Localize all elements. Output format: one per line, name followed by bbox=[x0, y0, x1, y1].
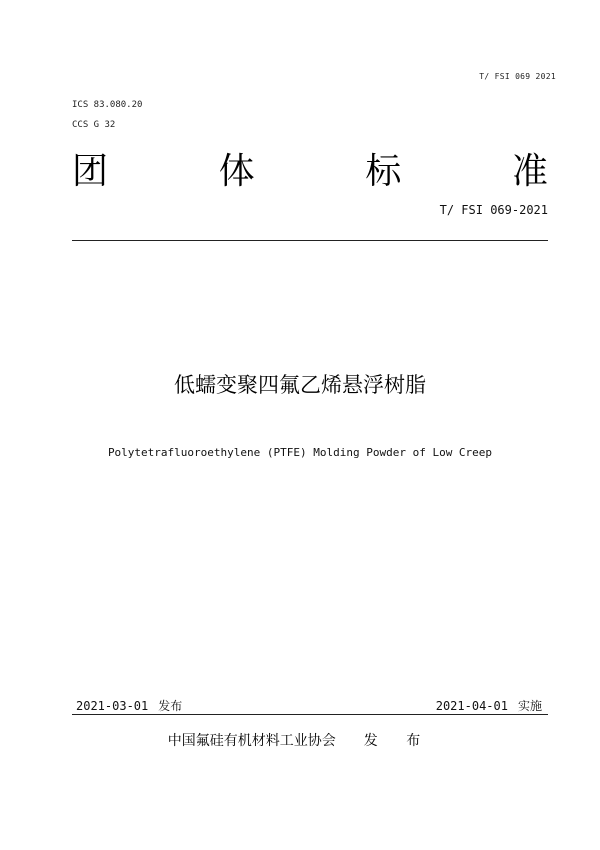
standard-title-cn: 低蠕变聚四氟乙烯悬浮树脂 bbox=[174, 373, 426, 397]
title-char-2: 体 bbox=[218, 151, 255, 192]
ccs-code: CCS G 32 bbox=[72, 120, 116, 130]
document-type-title bbox=[72, 150, 548, 194]
implement-label: 实施 bbox=[517, 699, 542, 713]
top-standard-code: T/ FSI 069 2021 bbox=[479, 72, 556, 81]
implement-date: 2021-04-01 bbox=[435, 699, 508, 713]
issue-label: 发布 bbox=[158, 699, 183, 713]
publish-label: 发 布 bbox=[363, 733, 433, 749]
implement-date-block bbox=[436, 697, 542, 714]
title-char-4: 准 bbox=[511, 151, 548, 192]
standard-number: T/ FSI 069-2021 bbox=[439, 203, 548, 217]
ics-code: ICS 83.080.20 bbox=[72, 100, 143, 110]
issue-date: 2021-03-01 bbox=[76, 699, 149, 713]
header-divider bbox=[72, 240, 548, 241]
issue-date-block bbox=[76, 697, 182, 714]
publisher-line bbox=[0, 730, 600, 750]
title-char-3: 标 bbox=[365, 151, 402, 192]
publisher-name: 中国氟硅有机材料工业协会 bbox=[167, 733, 336, 749]
standard-title-en: Polytetrafluoroethylene (PTFE) Molding Powder of Low Creep bbox=[107, 446, 493, 459]
footer-divider bbox=[72, 714, 548, 715]
title-char-1: 团 bbox=[72, 151, 109, 192]
